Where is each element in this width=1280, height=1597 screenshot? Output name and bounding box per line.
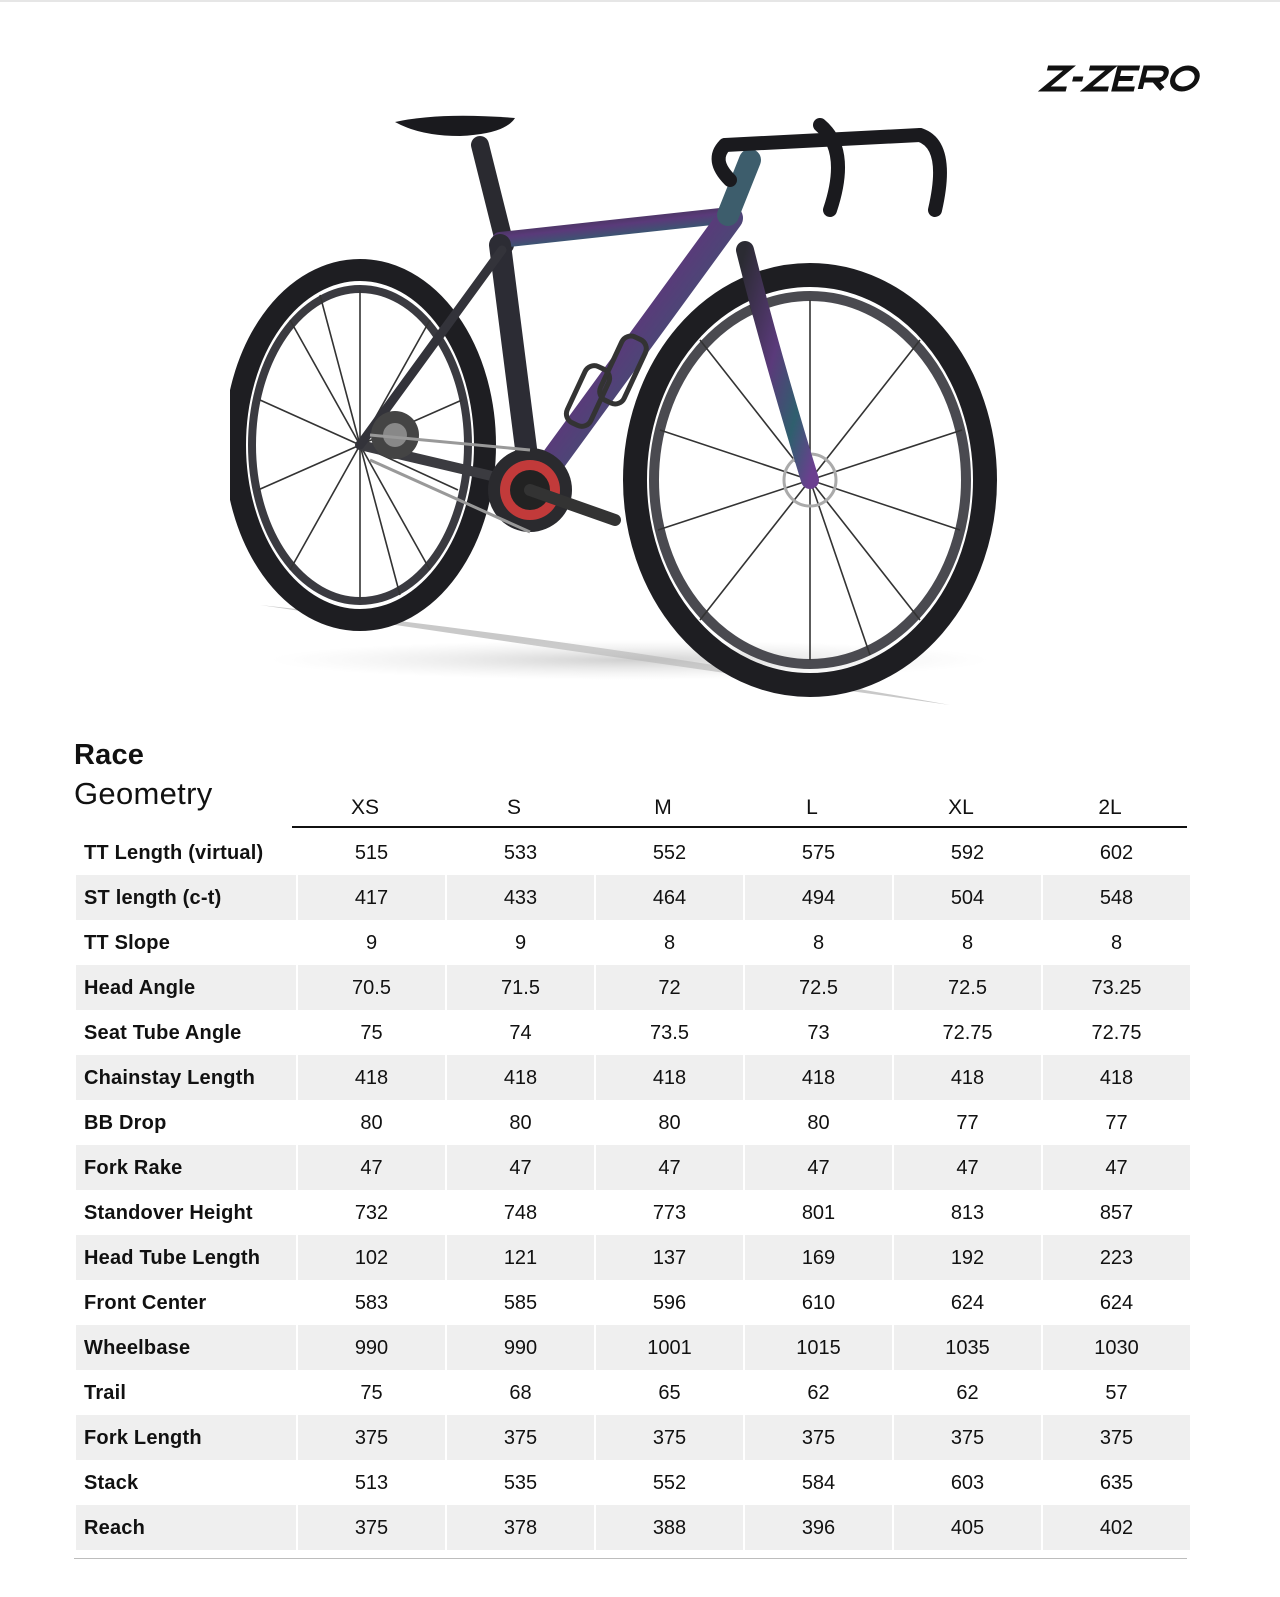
cell-s: 418 bbox=[447, 1055, 594, 1100]
cell-l: 375 bbox=[745, 1415, 892, 1460]
table-row bbox=[76, 1010, 1190, 1055]
table-row bbox=[76, 1415, 1190, 1460]
cell-l: 584 bbox=[801, 1471, 836, 1494]
cell-2l: 223 bbox=[1043, 1235, 1190, 1280]
size-header-2l: 2L bbox=[1098, 796, 1122, 819]
cell-m: 72 bbox=[596, 965, 743, 1010]
row-label: Stack bbox=[84, 1471, 139, 1494]
table-row bbox=[76, 1325, 1190, 1370]
cell-2l: 73.25 bbox=[1043, 965, 1190, 1010]
cell-m: 388 bbox=[596, 1505, 743, 1550]
cell-xl: 47 bbox=[894, 1145, 1041, 1190]
cell-xs: 583 bbox=[354, 1291, 389, 1314]
cell-xs: 375 bbox=[298, 1415, 445, 1460]
table-row bbox=[76, 1190, 1190, 1235]
table-row bbox=[76, 1370, 1190, 1415]
cell-s: 71.5 bbox=[447, 965, 594, 1010]
cell-m: 47 bbox=[596, 1145, 743, 1190]
cell-l: 610 bbox=[801, 1291, 836, 1314]
row-label: TT Length (virtual) bbox=[84, 841, 264, 864]
cell-l: 575 bbox=[801, 841, 836, 864]
cell-l: 494 bbox=[745, 875, 892, 920]
cell-l: 8 bbox=[812, 931, 825, 954]
size-header-s: S bbox=[506, 796, 521, 819]
cell-s: 533 bbox=[503, 841, 538, 864]
cell-m: 552 bbox=[652, 1471, 687, 1494]
table-row bbox=[76, 875, 1190, 920]
cell-xl: 418 bbox=[894, 1055, 1041, 1100]
table-row bbox=[76, 920, 1190, 965]
cell-xl: 375 bbox=[894, 1415, 1041, 1460]
row-label: TT Slope bbox=[84, 931, 171, 954]
cell-xs: 70.5 bbox=[298, 965, 445, 1010]
cell-xs: 102 bbox=[298, 1235, 445, 1280]
road-bike-image bbox=[230, 100, 1070, 720]
cell-s: 535 bbox=[503, 1471, 538, 1494]
cell-l: 1015 bbox=[745, 1325, 892, 1370]
cell-s: 47 bbox=[447, 1145, 594, 1190]
cell-m: 1001 bbox=[596, 1325, 743, 1370]
heading-race: Race bbox=[74, 739, 145, 771]
cell-xl: 72.75 bbox=[942, 1021, 993, 1044]
table-bottom-divider bbox=[74, 1558, 1187, 1559]
geometry-table-body bbox=[76, 830, 1190, 1550]
cell-m: 375 bbox=[596, 1415, 743, 1460]
z-zero-logo bbox=[1036, 58, 1216, 98]
cell-xs: 80 bbox=[360, 1111, 383, 1134]
cell-m: 65 bbox=[658, 1381, 681, 1404]
row-label: Front Center bbox=[84, 1291, 207, 1314]
cell-s: 68 bbox=[509, 1381, 532, 1404]
cell-s: 748 bbox=[503, 1201, 538, 1224]
cell-xl: 72.5 bbox=[894, 965, 1041, 1010]
cell-2l: 624 bbox=[1099, 1291, 1134, 1314]
cell-l: 80 bbox=[807, 1111, 830, 1134]
cell-xl: 1035 bbox=[894, 1325, 1041, 1370]
cell-xl: 405 bbox=[894, 1505, 1041, 1550]
cell-s: 121 bbox=[447, 1235, 594, 1280]
cell-s: 74 bbox=[509, 1021, 532, 1044]
cell-xl: 592 bbox=[950, 841, 985, 864]
cell-xs: 417 bbox=[298, 875, 445, 920]
table-row bbox=[76, 1505, 1190, 1550]
cell-m: 773 bbox=[652, 1201, 687, 1224]
cell-xl: 624 bbox=[950, 1291, 985, 1314]
size-header-l: L bbox=[806, 796, 818, 819]
cell-xl: 813 bbox=[950, 1201, 985, 1224]
header-divider bbox=[292, 826, 1187, 828]
table-row bbox=[76, 1235, 1190, 1280]
cell-m: 552 bbox=[652, 841, 687, 864]
row-label: BB Drop bbox=[84, 1111, 167, 1134]
cell-s: 433 bbox=[447, 875, 594, 920]
cell-s: 375 bbox=[447, 1415, 594, 1460]
cell-xs: 990 bbox=[298, 1325, 445, 1370]
cell-l: 73 bbox=[807, 1021, 830, 1044]
cell-xs: 75 bbox=[360, 1021, 383, 1044]
cell-m: 596 bbox=[652, 1291, 687, 1314]
cell-xs: 47 bbox=[298, 1145, 445, 1190]
cell-2l: 602 bbox=[1099, 841, 1134, 864]
row-label: Head Tube Length bbox=[76, 1235, 296, 1280]
table-row bbox=[76, 1145, 1190, 1190]
cell-s: 990 bbox=[447, 1325, 594, 1370]
cell-2l: 635 bbox=[1099, 1471, 1134, 1494]
cell-m: 8 bbox=[663, 931, 676, 954]
cell-xl: 603 bbox=[950, 1471, 985, 1494]
row-label: Wheelbase bbox=[76, 1325, 296, 1370]
size-header-xs: XS bbox=[350, 796, 379, 819]
cell-2l: 375 bbox=[1043, 1415, 1190, 1460]
table-row bbox=[76, 1100, 1190, 1145]
row-label: Chainstay Length bbox=[76, 1055, 296, 1100]
saddle bbox=[395, 116, 515, 136]
cell-xl: 62 bbox=[956, 1381, 979, 1404]
cell-xs: 515 bbox=[354, 841, 389, 864]
cell-s: 80 bbox=[509, 1111, 532, 1134]
cell-l: 396 bbox=[745, 1505, 892, 1550]
table-row bbox=[76, 1460, 1190, 1505]
row-label: Head Angle bbox=[76, 965, 296, 1010]
cell-2l: 72.75 bbox=[1091, 1021, 1142, 1044]
cell-l: 72.5 bbox=[745, 965, 892, 1010]
cell-2l: 402 bbox=[1043, 1505, 1190, 1550]
table-row bbox=[76, 830, 1190, 875]
cell-l: 169 bbox=[745, 1235, 892, 1280]
geometry-table bbox=[74, 830, 1192, 1550]
cell-m: 137 bbox=[596, 1235, 743, 1280]
cell-2l: 548 bbox=[1043, 875, 1190, 920]
top-divider bbox=[0, 0, 1280, 2]
cell-xs: 418 bbox=[298, 1055, 445, 1100]
cell-s: 378 bbox=[447, 1505, 594, 1550]
cell-2l: 418 bbox=[1043, 1055, 1190, 1100]
row-label: ST length (c-t) bbox=[76, 875, 296, 920]
cell-2l: 1030 bbox=[1043, 1325, 1190, 1370]
cell-m: 464 bbox=[596, 875, 743, 920]
cell-m: 80 bbox=[658, 1111, 681, 1134]
cell-xl: 8 bbox=[961, 931, 974, 954]
cell-s: 9 bbox=[514, 931, 527, 954]
cell-s: 585 bbox=[503, 1291, 538, 1314]
cell-xs: 9 bbox=[365, 931, 378, 954]
table-row bbox=[76, 1280, 1190, 1325]
cell-xs: 375 bbox=[298, 1505, 445, 1550]
row-label: Seat Tube Angle bbox=[84, 1021, 242, 1044]
row-label: Reach bbox=[76, 1505, 296, 1550]
cell-l: 418 bbox=[745, 1055, 892, 1100]
cell-xl: 504 bbox=[894, 875, 1041, 920]
size-column-headers bbox=[0, 796, 1280, 822]
row-label: Standover Height bbox=[84, 1201, 253, 1224]
cell-m: 73.5 bbox=[650, 1021, 689, 1044]
row-label: Trail bbox=[84, 1381, 127, 1404]
cell-xl: 192 bbox=[894, 1235, 1041, 1280]
cell-xs: 75 bbox=[360, 1381, 383, 1404]
cell-2l: 47 bbox=[1043, 1145, 1190, 1190]
cell-xs: 513 bbox=[354, 1471, 389, 1494]
cell-xs: 732 bbox=[354, 1201, 389, 1224]
cell-l: 801 bbox=[801, 1201, 836, 1224]
cell-2l: 8 bbox=[1110, 931, 1123, 954]
heading-geometry: Geometry bbox=[74, 776, 213, 811]
table-row bbox=[76, 965, 1190, 1010]
size-header-m: M bbox=[654, 796, 672, 819]
cell-2l: 857 bbox=[1099, 1201, 1134, 1224]
cell-2l: 77 bbox=[1105, 1111, 1128, 1134]
row-label: Fork Rake bbox=[76, 1145, 296, 1190]
cell-m: 418 bbox=[596, 1055, 743, 1100]
table-row bbox=[76, 1055, 1190, 1100]
cell-l: 62 bbox=[807, 1381, 830, 1404]
cell-xl: 77 bbox=[956, 1111, 979, 1134]
cell-l: 47 bbox=[745, 1145, 892, 1190]
cell-2l: 57 bbox=[1105, 1381, 1128, 1404]
size-header-xl: XL bbox=[948, 796, 974, 819]
row-label: Fork Length bbox=[76, 1415, 296, 1460]
